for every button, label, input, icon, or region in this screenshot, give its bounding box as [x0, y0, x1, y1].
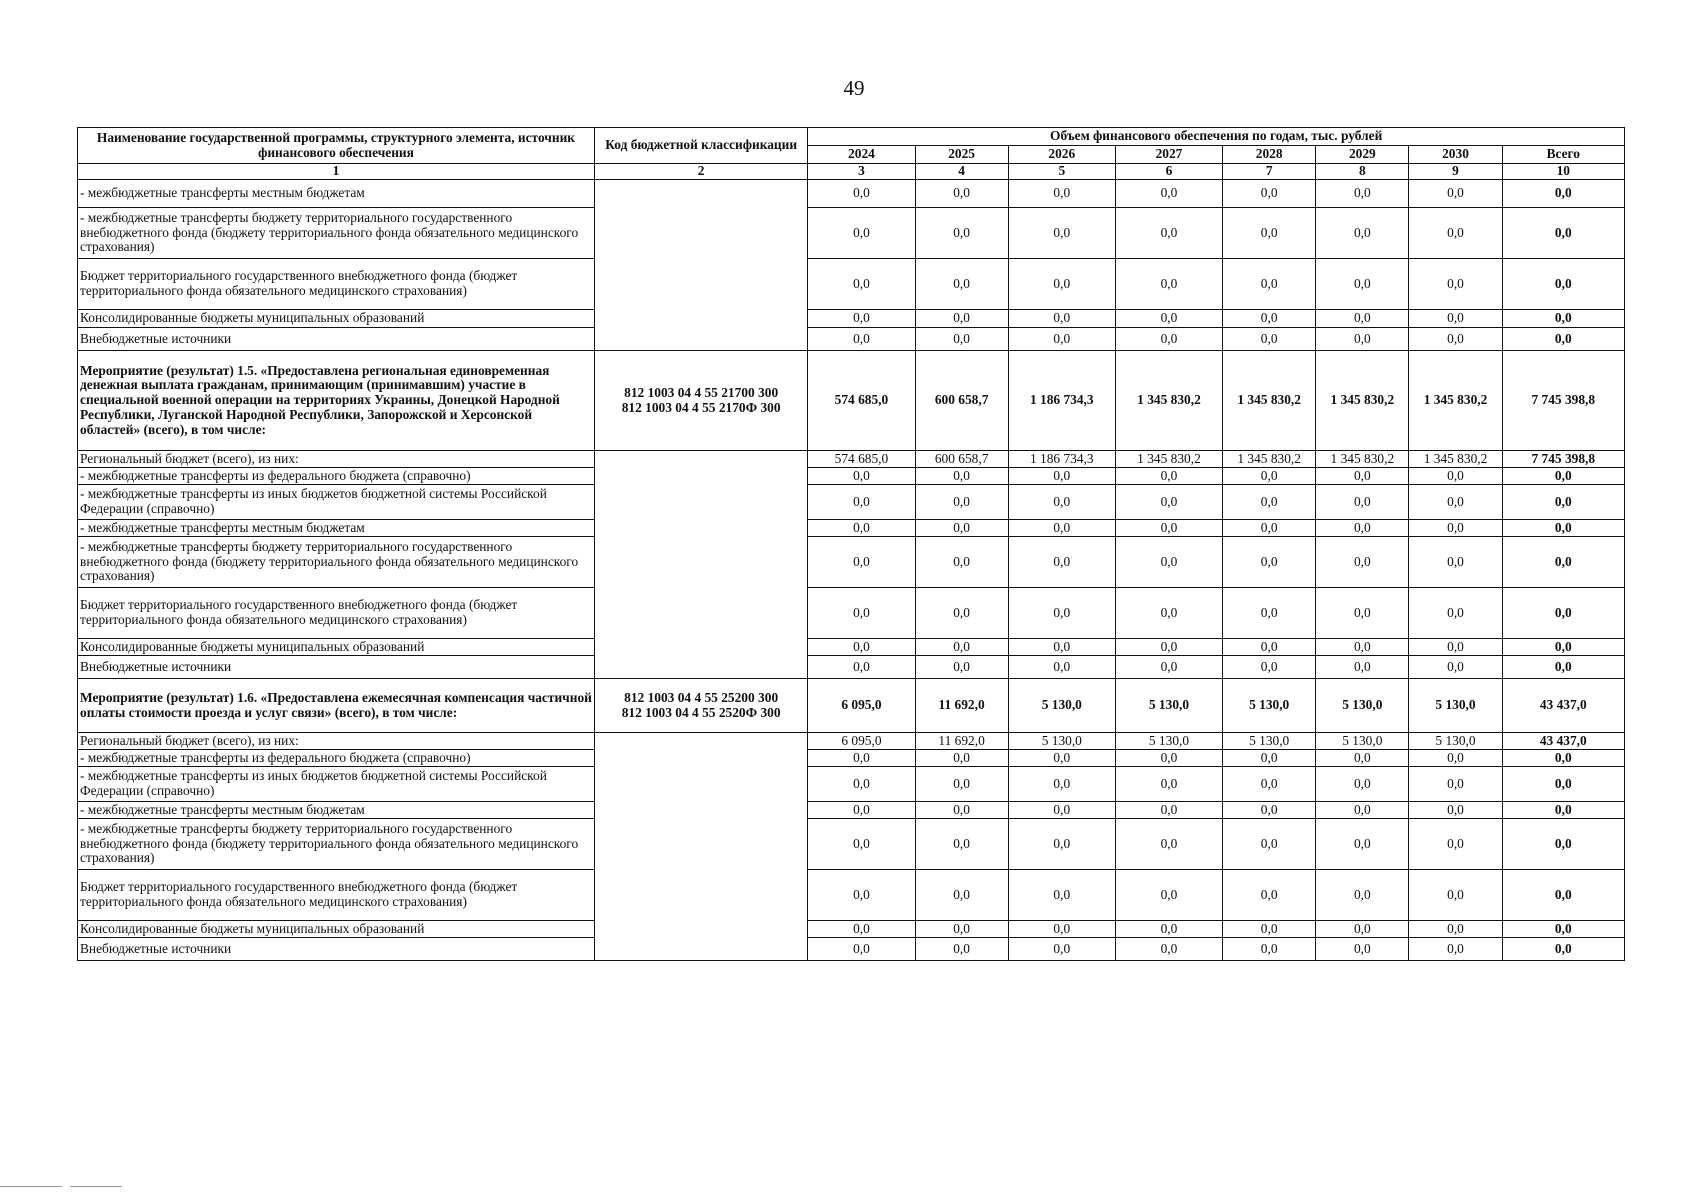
header-code: Код бюджетной классификации	[594, 128, 807, 164]
row-total: 43 437,0	[1502, 733, 1624, 750]
row-value: 1 345 830,2	[1409, 451, 1502, 468]
row-value: 0,0	[1316, 310, 1409, 328]
row-value: 1 345 830,2	[1316, 451, 1409, 468]
row-value: 0,0	[1409, 819, 1502, 870]
table-row	[78, 328, 1625, 351]
row-value: 0,0	[1008, 520, 1115, 537]
row-value: 0,0	[915, 537, 1008, 588]
col-number: 8	[1316, 164, 1409, 180]
page-number: 49	[843, 76, 865, 100]
row-value: 0,0	[1316, 938, 1409, 961]
row-value: 0,0	[1115, 310, 1222, 328]
row-value: 0,0	[1409, 921, 1502, 938]
row-value: 1 345 830,2	[1115, 351, 1222, 451]
row-value: 0,0	[1316, 819, 1409, 870]
row-code	[594, 679, 807, 733]
row-value: 600 658,7	[915, 451, 1008, 468]
row-total: 0,0	[1502, 870, 1624, 921]
row-value: 0,0	[915, 328, 1008, 351]
header-year: 2027	[1115, 146, 1222, 164]
header-total: Всего	[1502, 146, 1624, 164]
row-value: 0,0	[808, 750, 915, 767]
row-value: 5 130,0	[1115, 679, 1222, 733]
row-value: 0,0	[1008, 656, 1115, 679]
table-row	[78, 208, 1625, 259]
row-value: 0,0	[808, 767, 915, 802]
table-row	[78, 588, 1625, 639]
row-total: 0,0	[1502, 588, 1624, 639]
row-value: 0,0	[1409, 802, 1502, 819]
row-value: 0,0	[915, 767, 1008, 802]
row-value: 0,0	[1223, 310, 1316, 328]
col-number: 2	[594, 164, 807, 180]
row-value: 0,0	[1115, 921, 1222, 938]
row-value: 0,0	[1223, 208, 1316, 259]
row-value: 0,0	[1008, 819, 1115, 870]
row-value: 0,0	[915, 819, 1008, 870]
row-name: - межбюджетные трансферты из иных бюджетов бюджетной системы Российской Федерации (справочно)	[78, 485, 595, 520]
table-row	[78, 259, 1625, 310]
row-value: 0,0	[1316, 750, 1409, 767]
row-value: 0,0	[808, 468, 915, 485]
row-value: 6 095,0	[808, 733, 915, 750]
row-value: 0,0	[1115, 328, 1222, 351]
header-volume: Объем финансового обеспечения по годам, тыс. рублей	[808, 128, 1625, 146]
row-value: 0,0	[1223, 520, 1316, 537]
col-number: 3	[808, 164, 915, 180]
row-value: 0,0	[1316, 870, 1409, 921]
row-value: 0,0	[808, 938, 915, 961]
row-value: 0,0	[808, 537, 915, 588]
row-value: 0,0	[1008, 328, 1115, 351]
row-name: Региональный бюджет (всего), из них:	[78, 733, 595, 750]
row-value: 0,0	[808, 588, 915, 639]
table-row	[78, 537, 1625, 588]
row-value: 5 130,0	[1115, 733, 1222, 750]
row-value: 0,0	[1008, 588, 1115, 639]
col-number: 9	[1409, 164, 1502, 180]
row-total: 0,0	[1502, 802, 1624, 819]
row-value: 0,0	[1115, 259, 1222, 310]
row-total: 0,0	[1502, 639, 1624, 656]
row-value: 0,0	[1409, 485, 1502, 520]
row-name: Консолидированные бюджеты муниципальных образований	[78, 921, 595, 938]
row-value: 0,0	[1316, 767, 1409, 802]
row-value: 0,0	[1115, 468, 1222, 485]
row-value: 0,0	[1223, 656, 1316, 679]
row-value: 0,0	[808, 639, 915, 656]
scan-mark-left-2	[70, 1186, 122, 1187]
row-value: 5 130,0	[1223, 679, 1316, 733]
row-total: 0,0	[1502, 767, 1624, 802]
row-value: 0,0	[1316, 921, 1409, 938]
row-value: 0,0	[1316, 656, 1409, 679]
row-value: 0,0	[1008, 802, 1115, 819]
row-value: 0,0	[1409, 656, 1502, 679]
row-value: 0,0	[808, 328, 915, 351]
table-row	[78, 639, 1625, 656]
row-value: 0,0	[808, 259, 915, 310]
row-value: 5 130,0	[1409, 679, 1502, 733]
row-value: 0,0	[915, 656, 1008, 679]
row-total: 0,0	[1502, 750, 1624, 767]
row-value: 0,0	[1223, 485, 1316, 520]
row-value: 0,0	[1223, 328, 1316, 351]
row-value: 0,0	[1409, 180, 1502, 208]
row-code	[594, 351, 807, 451]
row-value: 0,0	[1409, 588, 1502, 639]
row-value: 574 685,0	[808, 351, 915, 451]
row-value: 6 095,0	[808, 679, 915, 733]
row-total: 7 745 398,8	[1502, 351, 1624, 451]
table-row	[78, 870, 1625, 921]
header-col-numbers-row	[78, 164, 1625, 180]
row-value: 0,0	[1008, 537, 1115, 588]
row-total: 0,0	[1502, 208, 1624, 259]
header-year: 2024	[808, 146, 915, 164]
row-value: 5 130,0	[1223, 733, 1316, 750]
header-year: 2026	[1008, 146, 1115, 164]
row-code	[594, 180, 807, 351]
row-code	[594, 733, 807, 961]
row-name: - межбюджетные трансферты местным бюджетам	[78, 180, 595, 208]
financing-table	[77, 127, 1625, 961]
row-name: - межбюджетные трансферты местным бюджетам	[78, 520, 595, 537]
row-value: 0,0	[808, 485, 915, 520]
budget-code: 812 1003 04 4 55 21700 300 812 1003 04 4 55 2170Ф 300	[621, 384, 781, 415]
row-name: - межбюджетные трансферты местным бюджетам	[78, 802, 595, 819]
header-year: 2028	[1223, 146, 1316, 164]
row-total: 0,0	[1502, 819, 1624, 870]
row-value: 0,0	[1223, 259, 1316, 310]
row-value: 11 692,0	[915, 733, 1008, 750]
row-value: 0,0	[1008, 468, 1115, 485]
scan-mark-left	[0, 1186, 62, 1187]
row-value: 0,0	[1115, 180, 1222, 208]
table-row	[78, 819, 1625, 870]
row-value: 0,0	[1008, 870, 1115, 921]
row-total: 0,0	[1502, 259, 1624, 310]
row-name: Внебюджетные источники	[78, 656, 595, 679]
row-value: 0,0	[1008, 938, 1115, 961]
row-value: 0,0	[1008, 259, 1115, 310]
row-value: 0,0	[915, 485, 1008, 520]
row-value: 0,0	[1008, 208, 1115, 259]
row-name: Региональный бюджет (всего), из них:	[78, 451, 595, 468]
row-value: 0,0	[1409, 468, 1502, 485]
activity-row	[78, 351, 1625, 451]
row-value: 1 345 830,2	[1316, 351, 1409, 451]
header-year: 2025	[915, 146, 1008, 164]
row-total: 0,0	[1502, 180, 1624, 208]
row-value: 0,0	[1115, 938, 1222, 961]
row-value: 1 345 830,2	[1223, 451, 1316, 468]
row-value: 0,0	[1223, 537, 1316, 588]
row-value: 0,0	[1409, 870, 1502, 921]
row-total: 0,0	[1502, 921, 1624, 938]
row-value: 1 345 830,2	[1409, 351, 1502, 451]
row-value: 0,0	[1223, 767, 1316, 802]
row-value: 5 130,0	[1008, 679, 1115, 733]
row-value: 0,0	[1115, 485, 1222, 520]
row-total: 0,0	[1502, 328, 1624, 351]
row-name: - межбюджетные трансферты из федерального бюджета (справочно)	[78, 750, 595, 767]
table-row	[78, 733, 1625, 750]
row-value: 0,0	[1409, 938, 1502, 961]
row-value: 0,0	[1008, 750, 1115, 767]
table-row	[78, 468, 1625, 485]
row-value: 0,0	[1409, 208, 1502, 259]
row-value: 1 345 830,2	[1223, 351, 1316, 451]
table-row	[78, 520, 1625, 537]
row-value: 0,0	[1409, 310, 1502, 328]
row-name: Внебюджетные источники	[78, 328, 595, 351]
row-name: - межбюджетные трансферты из иных бюджетов бюджетной системы Российской Федерации (справочно)	[78, 767, 595, 802]
row-value: 0,0	[1223, 870, 1316, 921]
row-value: 0,0	[1115, 208, 1222, 259]
row-value: 0,0	[915, 310, 1008, 328]
row-name: Мероприятие (результат) 1.5. «Предоставлена региональная единовременная денежная выплата гражданам, принимающим (принимавшим) участие в специальной военной операции на территориях Украины, Донецкой Народной Республики, Луганской Народной Республики, Запорожской и Херсонской областей» (всего), в том числе:	[78, 351, 595, 451]
row-value: 0,0	[915, 180, 1008, 208]
row-total: 0,0	[1502, 938, 1624, 961]
row-value: 0,0	[808, 870, 915, 921]
row-value: 0,0	[1316, 485, 1409, 520]
row-total: 0,0	[1502, 485, 1624, 520]
row-name: Внебюджетные источники	[78, 938, 595, 961]
table-body	[78, 180, 1625, 961]
row-value: 0,0	[808, 520, 915, 537]
row-value: 0,0	[1316, 468, 1409, 485]
row-value: 0,0	[1115, 870, 1222, 921]
row-value: 0,0	[808, 208, 915, 259]
budget-code: 812 1003 04 4 55 25200 300 812 1003 04 4 55 2520Ф 300	[621, 689, 781, 720]
row-value: 0,0	[1409, 767, 1502, 802]
row-value: 0,0	[915, 750, 1008, 767]
row-value: 0,0	[1115, 588, 1222, 639]
table-row	[78, 938, 1625, 961]
row-total: 0,0	[1502, 520, 1624, 537]
row-value: 0,0	[1223, 588, 1316, 639]
row-total: 0,0	[1502, 310, 1624, 328]
header-name: Наименование государственной программы, структурного элемента, источник финансового обеспечения	[78, 128, 595, 164]
row-code	[594, 451, 807, 679]
row-value: 0,0	[915, 870, 1008, 921]
row-value: 0,0	[1115, 520, 1222, 537]
row-value: 5 130,0	[1316, 733, 1409, 750]
row-name: - межбюджетные трансферты бюджету территориального государственного внебюджетного фонда (бюджету территориального фонда обязательного медицинского страхования)	[78, 208, 595, 259]
table-row	[78, 767, 1625, 802]
row-name: Консолидированные бюджеты муниципальных образований	[78, 310, 595, 328]
row-value: 574 685,0	[808, 451, 915, 468]
row-value: 1 345 830,2	[1115, 451, 1222, 468]
row-value: 0,0	[1115, 802, 1222, 819]
row-value: 0,0	[1409, 259, 1502, 310]
table-row	[78, 451, 1625, 468]
row-value: 0,0	[808, 656, 915, 679]
row-value: 0,0	[1316, 328, 1409, 351]
row-value: 0,0	[1223, 180, 1316, 208]
col-number: 4	[915, 164, 1008, 180]
row-value: 0,0	[1223, 819, 1316, 870]
row-total: 0,0	[1502, 656, 1624, 679]
table-row	[78, 180, 1625, 208]
col-number: 6	[1115, 164, 1222, 180]
row-value: 0,0	[1008, 180, 1115, 208]
row-name: Бюджет территориального государственного внебюджетного фонда (бюджет территориального фонда обязательного медицинского страхования)	[78, 588, 595, 639]
row-name: Бюджет территориального государственного внебюджетного фонда (бюджет территориального фонда обязательного медицинского страхования)	[78, 259, 595, 310]
row-value: 0,0	[1223, 938, 1316, 961]
row-name: Консолидированные бюджеты муниципальных образований	[78, 639, 595, 656]
col-number: 10	[1502, 164, 1624, 180]
header-year: 2029	[1316, 146, 1409, 164]
row-value: 0,0	[1008, 639, 1115, 656]
row-total: 0,0	[1502, 537, 1624, 588]
row-value: 0,0	[1115, 656, 1222, 679]
row-total: 43 437,0	[1502, 679, 1624, 733]
row-name: Бюджет территориального государственного внебюджетного фонда (бюджет территориального фонда обязательного медицинского страхования)	[78, 870, 595, 921]
row-value: 0,0	[1223, 802, 1316, 819]
row-value: 0,0	[1316, 180, 1409, 208]
row-value: 0,0	[915, 802, 1008, 819]
row-value: 0,0	[808, 310, 915, 328]
row-value: 0,0	[1316, 537, 1409, 588]
col-number: 7	[1223, 164, 1316, 180]
row-value: 0,0	[1223, 750, 1316, 767]
row-value: 0,0	[1316, 588, 1409, 639]
row-value: 0,0	[1115, 537, 1222, 588]
row-value: 0,0	[1409, 520, 1502, 537]
row-value: 0,0	[915, 938, 1008, 961]
row-value: 0,0	[808, 921, 915, 938]
row-total: 7 745 398,8	[1502, 451, 1624, 468]
row-value: 0,0	[1223, 639, 1316, 656]
row-name: Мероприятие (результат) 1.6. «Предоставлена ежемесячная компенсация частичной оплаты стоимости проезда и услуг связи» (всего), в том числе:	[78, 679, 595, 733]
row-value: 0,0	[1008, 767, 1115, 802]
col-number: 5	[1008, 164, 1115, 180]
table-row	[78, 802, 1625, 819]
row-value: 11 692,0	[915, 679, 1008, 733]
row-value: 0,0	[915, 639, 1008, 656]
row-value: 1 186 734,3	[1008, 351, 1115, 451]
table-row	[78, 921, 1625, 938]
row-value: 0,0	[1316, 639, 1409, 656]
row-value: 0,0	[915, 208, 1008, 259]
row-value: 5 130,0	[1409, 733, 1502, 750]
row-value: 0,0	[1316, 208, 1409, 259]
row-value: 0,0	[808, 180, 915, 208]
row-total: 0,0	[1502, 468, 1624, 485]
row-value: 0,0	[808, 802, 915, 819]
row-value: 0,0	[1115, 819, 1222, 870]
row-value: 0,0	[808, 819, 915, 870]
row-value: 0,0	[1316, 802, 1409, 819]
row-value: 0,0	[915, 520, 1008, 537]
row-value: 0,0	[1115, 639, 1222, 656]
row-value: 1 186 734,3	[1008, 451, 1115, 468]
row-value: 0,0	[1008, 921, 1115, 938]
row-value: 0,0	[1115, 750, 1222, 767]
row-value: 0,0	[1409, 537, 1502, 588]
table-row	[78, 750, 1625, 767]
row-value: 0,0	[1409, 639, 1502, 656]
row-value: 0,0	[915, 259, 1008, 310]
row-value: 600 658,7	[915, 351, 1008, 451]
header-year: 2030	[1409, 146, 1502, 164]
table-row	[78, 310, 1625, 328]
row-value: 0,0	[1409, 328, 1502, 351]
row-value: 5 130,0	[1008, 733, 1115, 750]
row-value: 0,0	[1008, 485, 1115, 520]
row-value: 0,0	[1115, 767, 1222, 802]
row-value: 0,0	[1316, 259, 1409, 310]
col-number: 1	[78, 164, 595, 180]
row-value: 0,0	[915, 588, 1008, 639]
row-value: 0,0	[1316, 520, 1409, 537]
activity-row	[78, 679, 1625, 733]
row-name: - межбюджетные трансферты бюджету территориального государственного внебюджетного фонда (бюджету территориального фонда обязательного медицинского страхования)	[78, 819, 595, 870]
row-value: 5 130,0	[1316, 679, 1409, 733]
row-name: - межбюджетные трансферты бюджету территориального государственного внебюджетного фонда (бюджету территориального фонда обязательного медицинского страхования)	[78, 537, 595, 588]
row-value: 0,0	[1223, 921, 1316, 938]
row-value: 0,0	[915, 468, 1008, 485]
table-row	[78, 485, 1625, 520]
row-value: 0,0	[1409, 750, 1502, 767]
row-name: - межбюджетные трансферты из федерального бюджета (справочно)	[78, 468, 595, 485]
row-value: 0,0	[1223, 468, 1316, 485]
row-value: 0,0	[915, 921, 1008, 938]
table-row	[78, 656, 1625, 679]
row-value: 0,0	[1008, 310, 1115, 328]
